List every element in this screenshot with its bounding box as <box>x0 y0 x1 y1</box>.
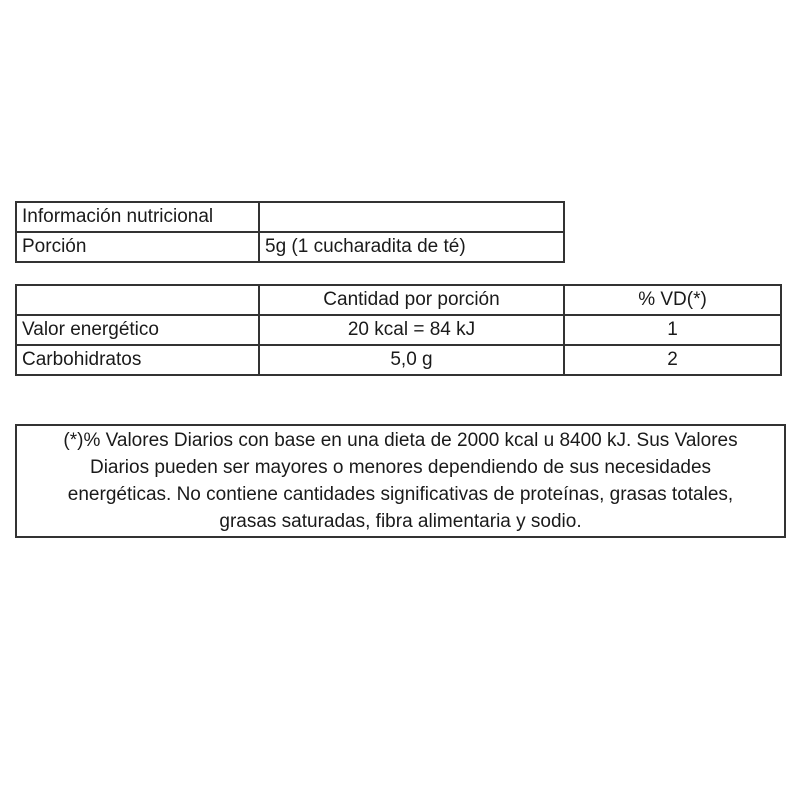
carbohydrates-daily-value: 2 <box>564 345 781 375</box>
footnote-line: energéticas. No contiene cantidades significativas de proteínas, grasas totales, <box>67 484 734 505</box>
table-row <box>16 315 781 345</box>
nutrition-info-title-empty-cell <box>259 202 564 232</box>
carbohydrates-amount: 5,0 g <box>259 345 564 375</box>
daily-value-header: % VD(*) <box>564 285 781 315</box>
table-row <box>16 345 781 375</box>
carbohydrates-label: Carbohidratos <box>16 345 259 375</box>
table-row <box>16 202 564 232</box>
daily-values-footnote-box <box>15 424 786 538</box>
amount-per-serving-header: Cantidad por porción <box>259 285 564 315</box>
footnote-line: grasas saturadas, fibra alimentaria y sodio. <box>219 511 582 532</box>
serving-size-label: Porción <box>16 232 259 262</box>
serving-table <box>15 201 565 263</box>
table-row <box>16 232 564 262</box>
footnote-line: (*)% Valores Diarios con base en una dieta de 2000 kcal u 8400 kJ. Sus Valores <box>63 430 738 451</box>
nutrition-info-title: Información nutricional <box>16 202 259 232</box>
energy-label: Valor energético <box>16 315 259 345</box>
serving-size-value: 5g (1 cucharadita de té) <box>259 232 564 262</box>
energy-amount: 20 kcal = 84 kJ <box>259 315 564 345</box>
energy-daily-value: 1 <box>564 315 781 345</box>
nutrition-table <box>15 284 782 376</box>
header-empty-cell <box>16 285 259 315</box>
table-header-row <box>16 285 781 315</box>
footnote-line: Diarios pueden ser mayores o menores dependiendo de sus necesidades <box>89 457 712 478</box>
